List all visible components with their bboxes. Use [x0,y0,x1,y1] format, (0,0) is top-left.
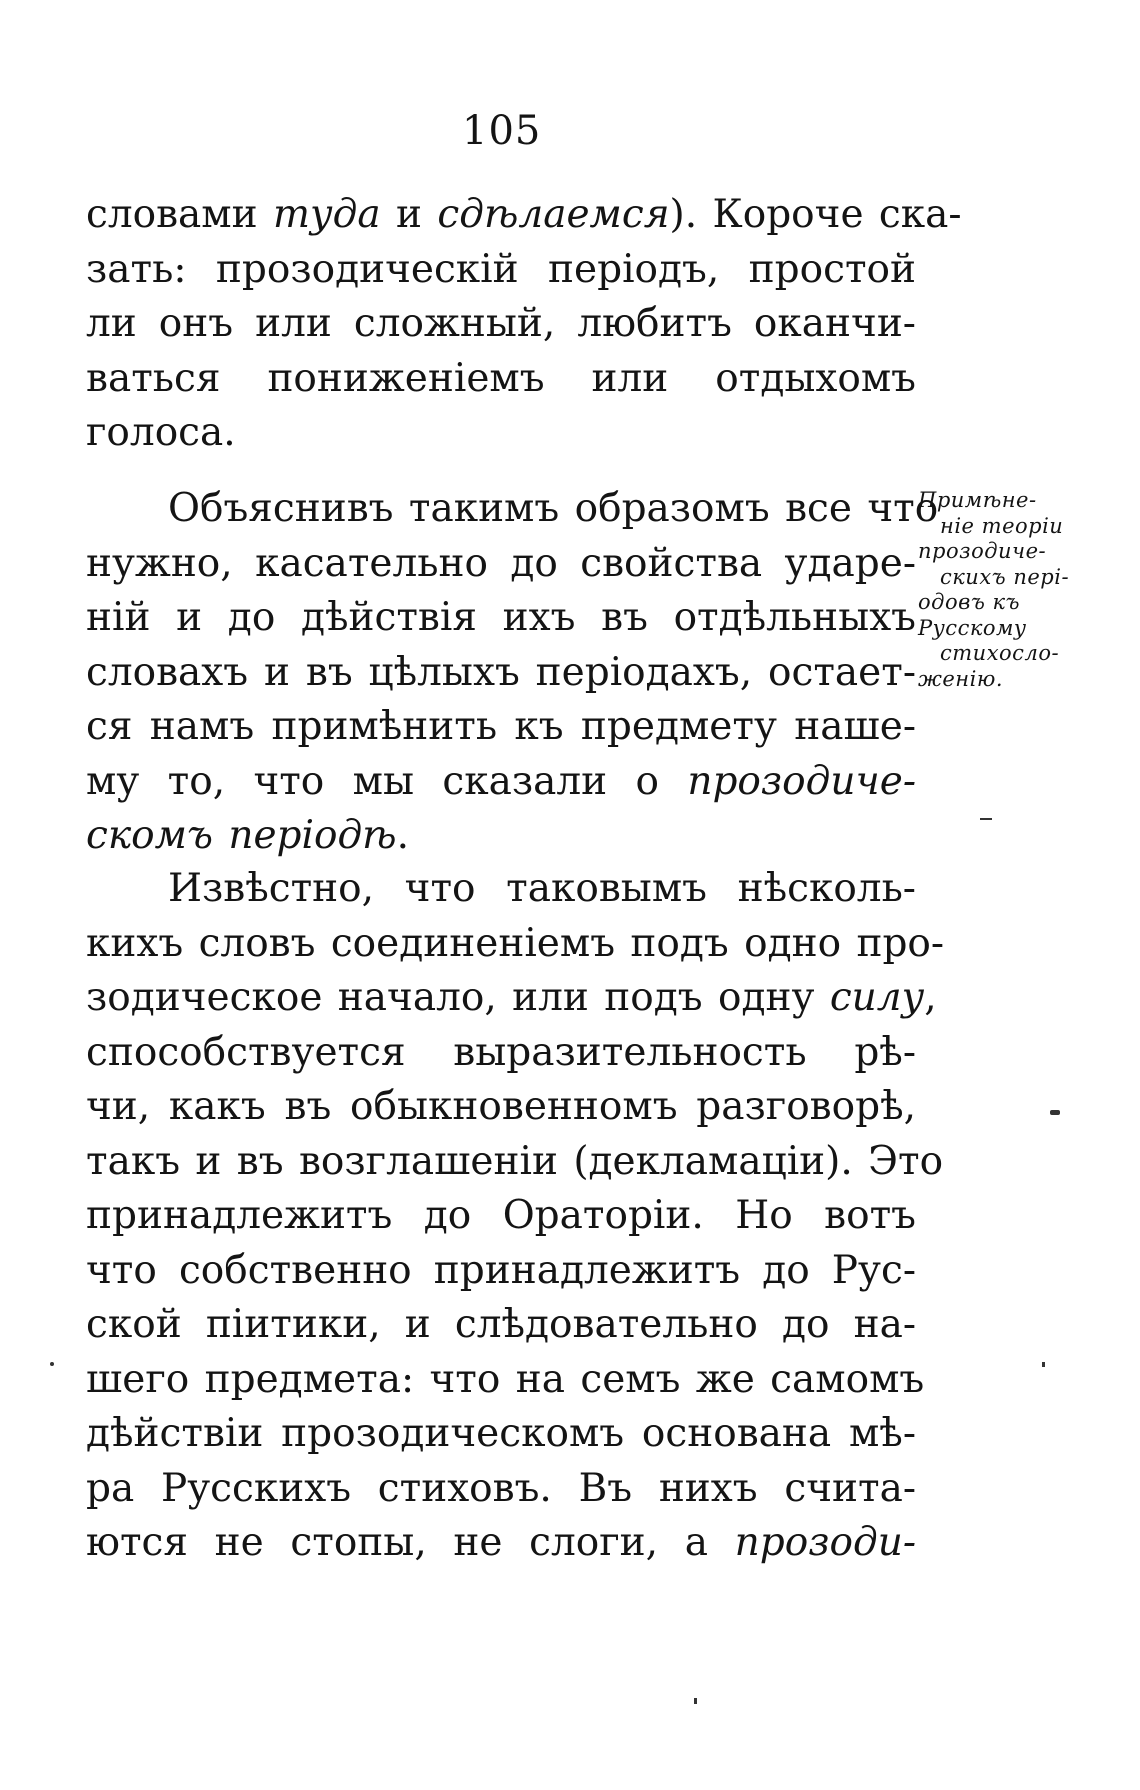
text-line: способствуется выразительность рѣ- [86,1029,916,1075]
marginal-line: Примѣне- [918,488,1037,512]
text-line: ся намъ примѣнить къ предмету наше- [86,704,916,749]
text-line: что собственно принадлежитъ до Рус- [86,1247,916,1293]
page-number: 105 [462,108,542,154]
marginal-line: скихъ пері- [940,564,1070,589]
marginal-line: женію. [918,666,1004,691]
marginal-line: одовъ къ [918,590,1021,614]
italic-word: сдѣлаемся [437,192,670,237]
marginal-note [918,488,1070,692]
text-line: му то, что мы сказали о прозодиче- [86,758,916,804]
marginal-line: стихосло- [940,641,1060,665]
scan-speck [50,1362,54,1366]
text-line: ской піитики, и слѣдовательно до на- [86,1302,916,1347]
text-line: Объяснивъ такимъ образомъ все что [168,486,939,531]
text-line: ли онъ или сложный, любитъ оканчи- [86,301,916,346]
paragraph-2 [86,482,939,864]
text-line: голоса. [86,410,236,455]
scan-speck [1050,1110,1060,1115]
italic-word: прозоди- [734,1520,916,1565]
text-line: ются не стопы, не слоги, а прозоди- [86,1520,916,1565]
text-line: словами туда и сдѣлаемся). Короче ска- [86,192,962,237]
marginal-line: Русскому [918,615,1027,640]
scan-speck [694,1698,697,1704]
text-line: шего предмета: что на семъ же самомъ [86,1356,925,1402]
text-line: нужно, касательно до свойства ударе- [86,540,916,586]
text-line: ра Русскихъ стиховъ. Въ нихъ счита- [86,1465,916,1511]
text-line: кихъ словъ соединеніемъ подъ одно про- [86,920,945,966]
text-line: принадлежитъ до Ораторіи. Но вотъ [86,1193,916,1238]
italic-word: силу [829,975,925,1020]
text-line: скомъ періодѣ. [86,813,409,858]
text-line: ваться пониженіемъ или отдыхомъ [86,355,916,401]
text-line: такъ и въ возглашеніи (декламаціи). Это [86,1138,944,1184]
marginal-line: прозодиче- [918,539,1047,563]
marginal-line: ніе теоріи [940,513,1064,538]
text-line: зодическое начало, или подъ одну силу, [86,975,937,1020]
scan-speck [1042,1362,1045,1367]
paragraph-3 [86,862,945,1571]
italic-word: прозодиче- [687,758,916,804]
text-line: ній и до дѣйствія ихъ въ отдѣльныхъ [86,595,916,640]
text-line: зать: прозодическій періодъ, простой [86,246,916,292]
text-line: дѣйствіи прозодическомъ основана мѣ- [86,1411,916,1456]
paragraph-1 [86,188,962,461]
text-line: Извѣстно, что таковымъ нѣсколь- [168,866,916,911]
text-line: словахъ и въ цѣлыхъ періодахъ, остает- [86,649,916,695]
text-line: чи, какъ въ обыкновенномъ разговорѣ, [86,1084,916,1129]
italic-word: скомъ періодѣ [86,813,397,858]
italic-word: туда [273,192,381,237]
scan-speck [980,818,992,820]
